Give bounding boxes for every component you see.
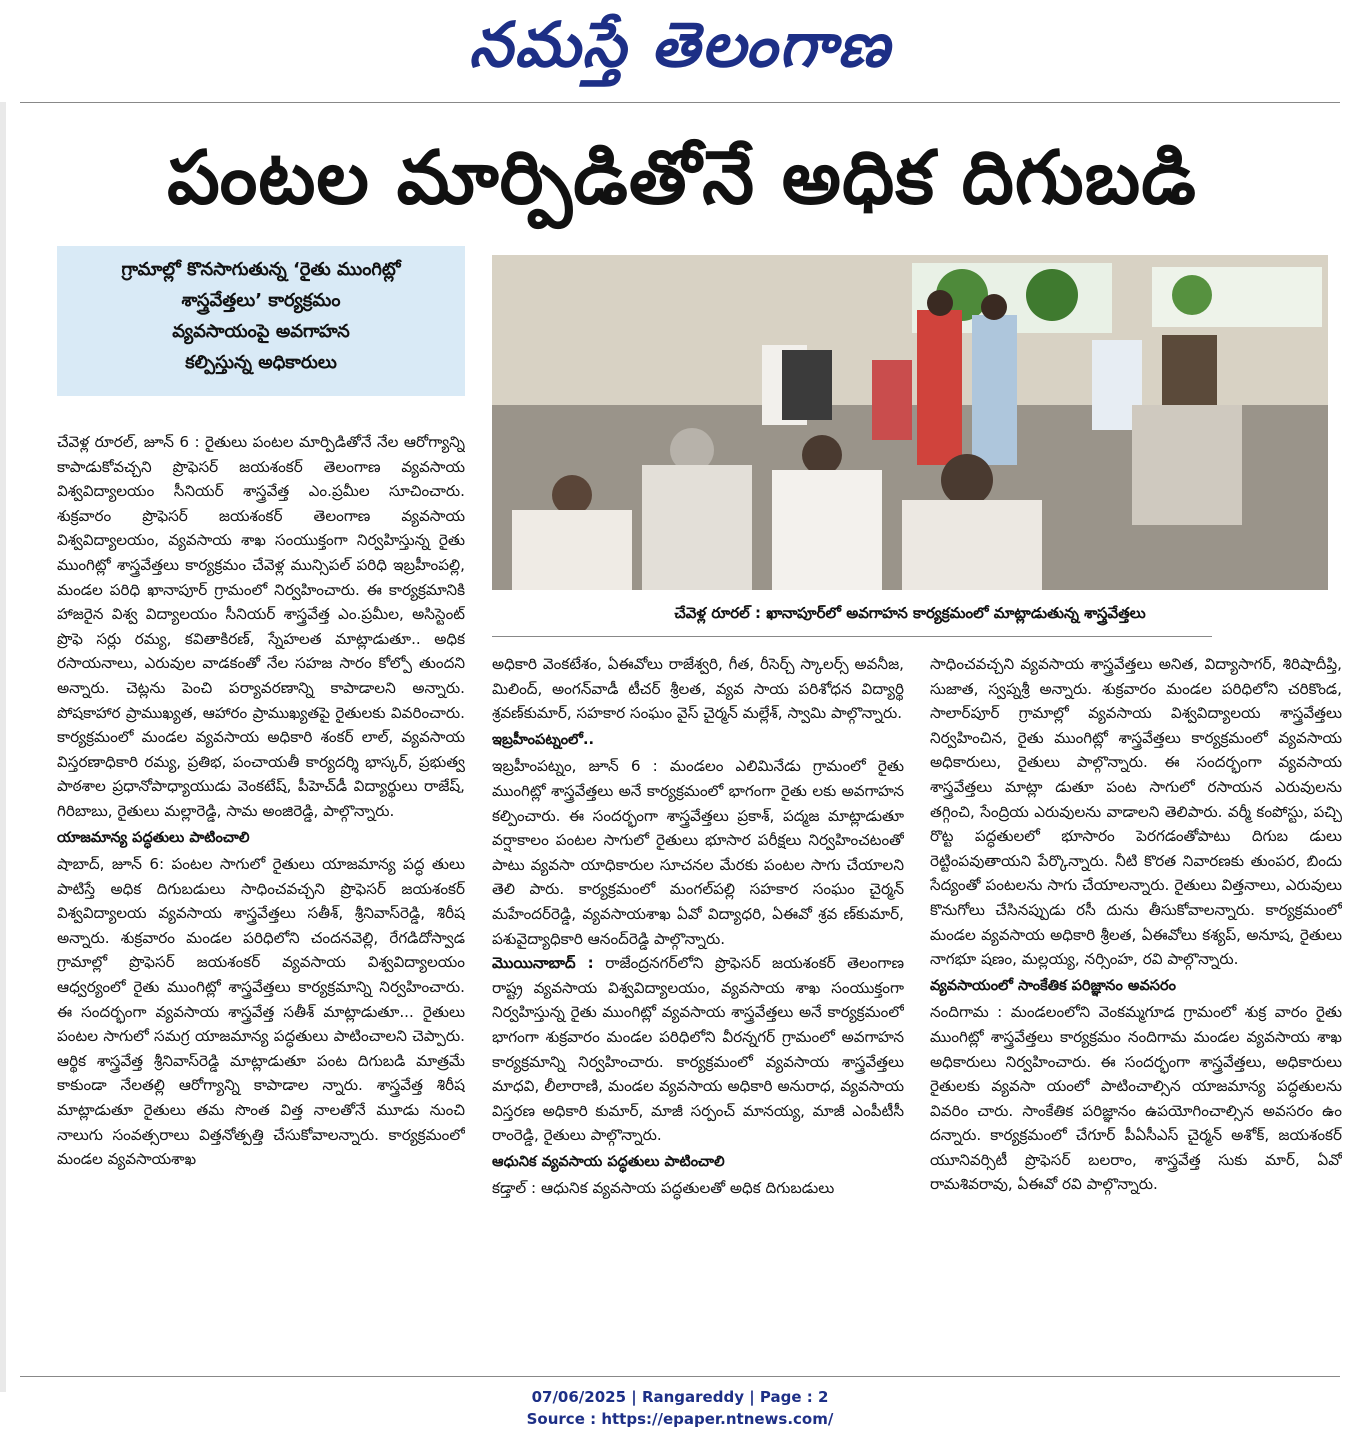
paragraph: ఇబ్రహీంపట్నం, జూన్ 6 : మండలం ఎలిమినేడు గ్రామంలో రైతు ముంగిట్లో శాస్త్రవేత్తలు అనే కార్యక్రమంలో భాగంగా రైతు లకు అవగాహన కల్పించారు. ఈ సందర్భంగా శాస్త్రవేత్తలు ప్రకాశ్, పద్మజ మాట్లాడుతూ వర్షాకాలం పంటల సాగులో రైతులు భూసార పరీక్షలు నిర్వహించటంతో పాటు వ్యవసా యాధికారుల సూచనల మేరకు పంటల సాగు చేయాలని తెలి పారు. కార్యక్రమంలో మంగల్‌పల్లి సహకార సంఘం చైర్మన్ మహేందర్‌రెడ్డి, వ్యవసాయశాఖ ఏవో విద్యాధరి, ఏఈవో శ్రవ ణ్‌కుమార్, పశువైద్యాధికారి ఆనంద్‌రెడ్డి పాల్గొన్నారు. — [492, 757, 904, 948]
dateline: మొయినాబాద్ : — [492, 954, 594, 973]
page-footer — [0, 1386, 1360, 1430]
subheadline-line: శాస్త్రవేత్తలు’ కార్యక్రమం — [181, 290, 341, 311]
caption-rule — [492, 636, 1212, 637]
article-photo — [492, 255, 1328, 590]
paragraph: సాధించవచ్చని వ్యవసాయ శాస్త్రవేత్తలు అనిత, విద్యాసాగర్, శిరిషాదీప్తి, సుజాత, స్వప్నశ్రీ అన్నారు. శుక్రవారం మండల పరిధిలోని చరికొండ, సాలార్‌పూర్ గ్రామాల్లో వ్యవసాయ విశ్వవిద్యాలయ శాస్త్రవేత్తలు నిర్వహించిన, రైతు ముంగిట్లో శాస్త్రవేత్తలు కార్యక్రమంలో వ్యవసాయ అధికారులు, రైతులు పాల్గొన్నారు. ఈ సందర్భంగా వ్యవసాయ శాస్త్రవేత్తలు మాట్లా డుతూ పంట సాగులో రసాయన ఎరువులను తగ్గించి, సేంద్రియ ఎరువులను వాడాలని తెలిపారు. వర్మీ కంపోస్టు, పచ్చి రొట్ట పద్ధతులలో భూసారం పెరగడంతోపాటు దిగుబ డులు రెట్టింపవుతాయని పేర్కొన్నారు. నీటి కొరత నివారణకు తుంపర, బిందు సేద్యంతో పంటలను సాగు చేయాలన్నారు. రైతులు విత్తనాలు, ఎరువులు కొనుగోలు చేసినప్పుడు రసీ దును తీసుకోవాలన్నారు. కార్యక్రమంలో మండల వ్యవసాయ అధికారి శ్రీలత, ఏఈవోలు కశ్యప్, అనూష, రైతులు నాగభూ షణం, మల్లయ్య, నర్సింహ, రవి పాల్గొన్నారు. — [930, 655, 1342, 969]
article-column-3 — [930, 652, 1342, 1372]
article-column-2 — [492, 652, 904, 1372]
paragraph: అధికారి వెంకటేశం, ఏఈవోలు రాజేశ్వరి, గీత, రీసెర్చ్ స్కాలర్స్ అవనీజ, మిలింద్, అంగన్‌వాడీ టీచర్ శ్రీలత, వ్యవ సాయ పరిశోధన విద్యార్థి శ్రవణ్‌కుమార్, సహకార సంఘం వైస్ చైర్మన్ మల్లేశ్, స్వామి పాల్గొన్నారు. — [492, 655, 904, 723]
paragraph-text: రాజేంద్రనగర్‌లోని ప్రొఫెసర్ జయశంకర్ తెలంగాణ రాష్ట్ర వ్యవసాయ విశ్వవిద్యాలయం, వ్యవసాయ శాఖ సంయుక్తంగా నిర్వహిస్తున్న రైతు ముంగిట్లో వ్యవసాయ శాస్త్రవేత్తలు అనే కార్యక్రమంలో భాగంగా శుక్రవారం మండల పరిధిలోని వీరన్నగర్ గ్రామంలో అవగాహన కార్యక్రమాన్ని నిర్వహించారు. కార్యక్రమంలో వ్యవసాయ శాస్త్రవేత్తలు మాధవి, లీలారాణి, మండల వ్యవసాయ అధికారి అనురాధ, వ్యవసాయ విస్తరణ అధికారి కుమార్, మాజీ సర్పంచ్ మానయ్య, మాజీ ఎంపీటీసీ రాంరెడ్డి, రైతులు పాల్గొన్నారు. — [492, 954, 904, 1145]
subheadline-line: గ్రామాల్లో కొనసాగుతున్న ‘రైతు ముంగిట్లో — [121, 259, 401, 280]
masthead-rule — [20, 102, 1340, 103]
article-column-1 — [57, 430, 465, 1372]
section-subheading: ఇబ్రహీంపట్నంలో.. — [492, 731, 594, 748]
subheadline-line: వ్యవసాయంపై అవగాహన — [172, 321, 350, 342]
paragraph: షాబాద్, జూన్ 6: పంటల సాగులో రైతులు యాజమాన్య పద్ధ తులు పాటిస్తే అధిక దిగుబడులు సాధించవచ్చని ప్రొఫెసర్ జయశంకర్ విశ్వవిద్యాలయ వ్యవసాయ శాస్త్రవేత్తలు సతీశ్, శ్రీనివాస్‌రెడ్డి, శిరీష అన్నారు. శుక్రవారం మండల పరిధిలోని చందనవెల్లి, రేగడిదోస్వాడ గ్రామాల్లో ప్రొఫెసర్ జయశంకర్ వ్యవసాయ విశ్వవిద్యాలయం ఆధ్వర్యంలో రైతు ముంగిట్లో శాస్త్రవేత్తలు కార్యక్రమాన్ని నిర్వహించారు. ఈ సందర్భంగా వ్యవసాయ శాస్త్రవేత్త సతీశ్ మాట్లాడుతూ... రైతులు పంటల సాగులో సమగ్ర యాజమాన్య పద్ధతులు పాటించాలని చెప్పారు. ఆర్థిక శాస్త్రవేత్త శ్రీనివాస్‌రెడ్డి మాట్లాడుతూ పంట దిగుబడి మాత్రమే కాకుండా నేలతల్లి ఆరోగ్యాన్ని కాపాడాల న్నారు. శాస్త్రవేత్త శిరీష మాట్లాడుతూ రైతులు తమ సొంత విత్త నాలతోనే మూడు నుంచి నాలుగు సంవత్సరాలు విత్తనోత్పత్తి చేసుకోవాలన్నారు. కార్యక్రమంలో మండల వ్యవసాయశాఖ — [57, 855, 465, 1169]
subheadline-line: కల్పిస్తున్న అధికారులు — [185, 352, 337, 373]
source-link[interactable]: Source : https://epaper.ntnews.com/ — [526, 1410, 834, 1428]
newspaper-masthead: నమస్తే తెలంగాణ — [468, 8, 892, 81]
footer-rule — [20, 1376, 1340, 1377]
paragraph: చేవెళ్ల రూరల్, జూన్ 6 : రైతులు పంటల మార్పిడితోనే నేల ఆరోగ్యాన్ని కాపాడుకోవచ్చని ప్రొఫెసర్ జయశంకర్ తెలంగాణ వ్యవసాయ విశ్వవిద్యాలయం సీనియర్ శాస్త్రవేత్త ఎం.ప్రమీల సూచించారు. శుక్రవారం ప్రొఫెసర్ జయశంకర్ తెలంగాణ వ్యవసాయ విశ్వవిద్యాలయం, వ్యవసాయ శాఖ సంయుక్తంగా నిర్వహిస్తున్న రైతు ముంగిట్లో శాస్త్రవేత్తలు కార్యక్రమం చేవెళ్ల మున్సిపల్ పరిధి ఇబ్రహీంపల్లి, మండల పరిధి ఖానాపూర్ గ్రామంలో నిర్వహించారు. ఈ కార్యక్రమానికి హాజరైన విశ్వ విద్యాలయం సీనియర్ శాస్త్రవేత్త ఎం.ప్రమీల, అసిస్టెంట్ ప్రొఫె సర్లు రమ్య, కవితాకిరణ్, స్నేహలత మాట్లాడుతూ.. అధిక రసాయనాలు, ఎరువుల వాడకంతో నేల సహజ సారం కోల్పో తుందని అన్నారు. చెట్లను పెంచి పర్యావరణాన్ని కాపాడాలని అన్నారు. పోషకాహార ప్రాముఖ్యత, ఆహారం ప్రాముఖ్యతపై రైతులకు వివరించారు. కార్యక్రమంలో మండల వ్యవసాయ అధికారి శంకర్ లాల్, వ్యవసాయ విస్తరణాధికారి రమ్య, ప్రతిభ, పంచాయతీ కార్యదర్శి భాస్కర్, ప్రభుత్వ పాఠశాల ప్రధానోపాధ్యాయుడు వెంకటేష్, పీహెచ్‌డీ విద్యార్థులు రాజేష్, గిరిబాబు, రైతులు మల్లారెడ్డి, సామ అంజిరెడ్డి, పాల్గొన్నారు. — [57, 433, 465, 820]
edition-info: 07/06/2025 | Rangareddy | Page : 2 — [531, 1388, 829, 1406]
section-subheading: యాజమాన్య పద్ధతులు పాటించాలి — [57, 829, 250, 846]
paragraph — [492, 951, 904, 1148]
paragraph: కడ్తాల్ : ఆధునిక వ్యవసాయ పద్ధతులతో అధిక దిగుబడులు — [492, 1179, 835, 1198]
section-subheading: ఆధునిక వ్యవసాయ పద్ధతులు పాటించాలి — [492, 1153, 725, 1170]
photo-caption: చేవెళ్ల రూరల్ : ఖానాపూర్‌లో అవగాహన కార్యక్రమంలో మాట్లాడుతున్న శాస్త్రవేత్తలు — [674, 604, 1146, 622]
photo-illustration — [492, 255, 1328, 590]
paragraph: నందిగామ : మండలంలోని వెంకమ్మగూడ గ్రామంలో శుక్ర వారం రైతు ముంగిట్లో శాస్త్రవేత్తలు కార్యక్రమం నందిగామ మండల వ్యవసాయ శాఖ అధికారులు నిర్వహించారు. ఈ సందర్భంగా శాస్త్రవేత్తలు, అధికారులు రైతులకు వ్యవసా యంలో పాటించాల్సిన యాజమాన్య పద్ధతులను వివరిం చారు. సాంకేతిక పరిజ్ఞానం ఉపయోగించాల్సిన అవసరం ఉం దన్నారు. కార్యక్రమంలో చేగూర్ పీఏసీఎస్ చైర్మన్ అశోక్, జయశంకర్ యూనివర్సిటీ ప్రొఫెసర్ బలరాం, శాస్త్రవేత్త సుకు మార్, ఏవో రామశివరావు, ఏఈవో రవి పాల్గొన్నారు. — [930, 1003, 1342, 1194]
section-subheading: వ్యవసాయంలో సాంకేతిక పరిజ్ఞానం అవసరం — [930, 977, 1176, 994]
article-headline: పంటల మార్పిడితోనే అధిక దిగుబడి — [167, 135, 1197, 221]
page-edge-strip — [0, 102, 6, 1392]
subheadline-box — [57, 246, 465, 396]
